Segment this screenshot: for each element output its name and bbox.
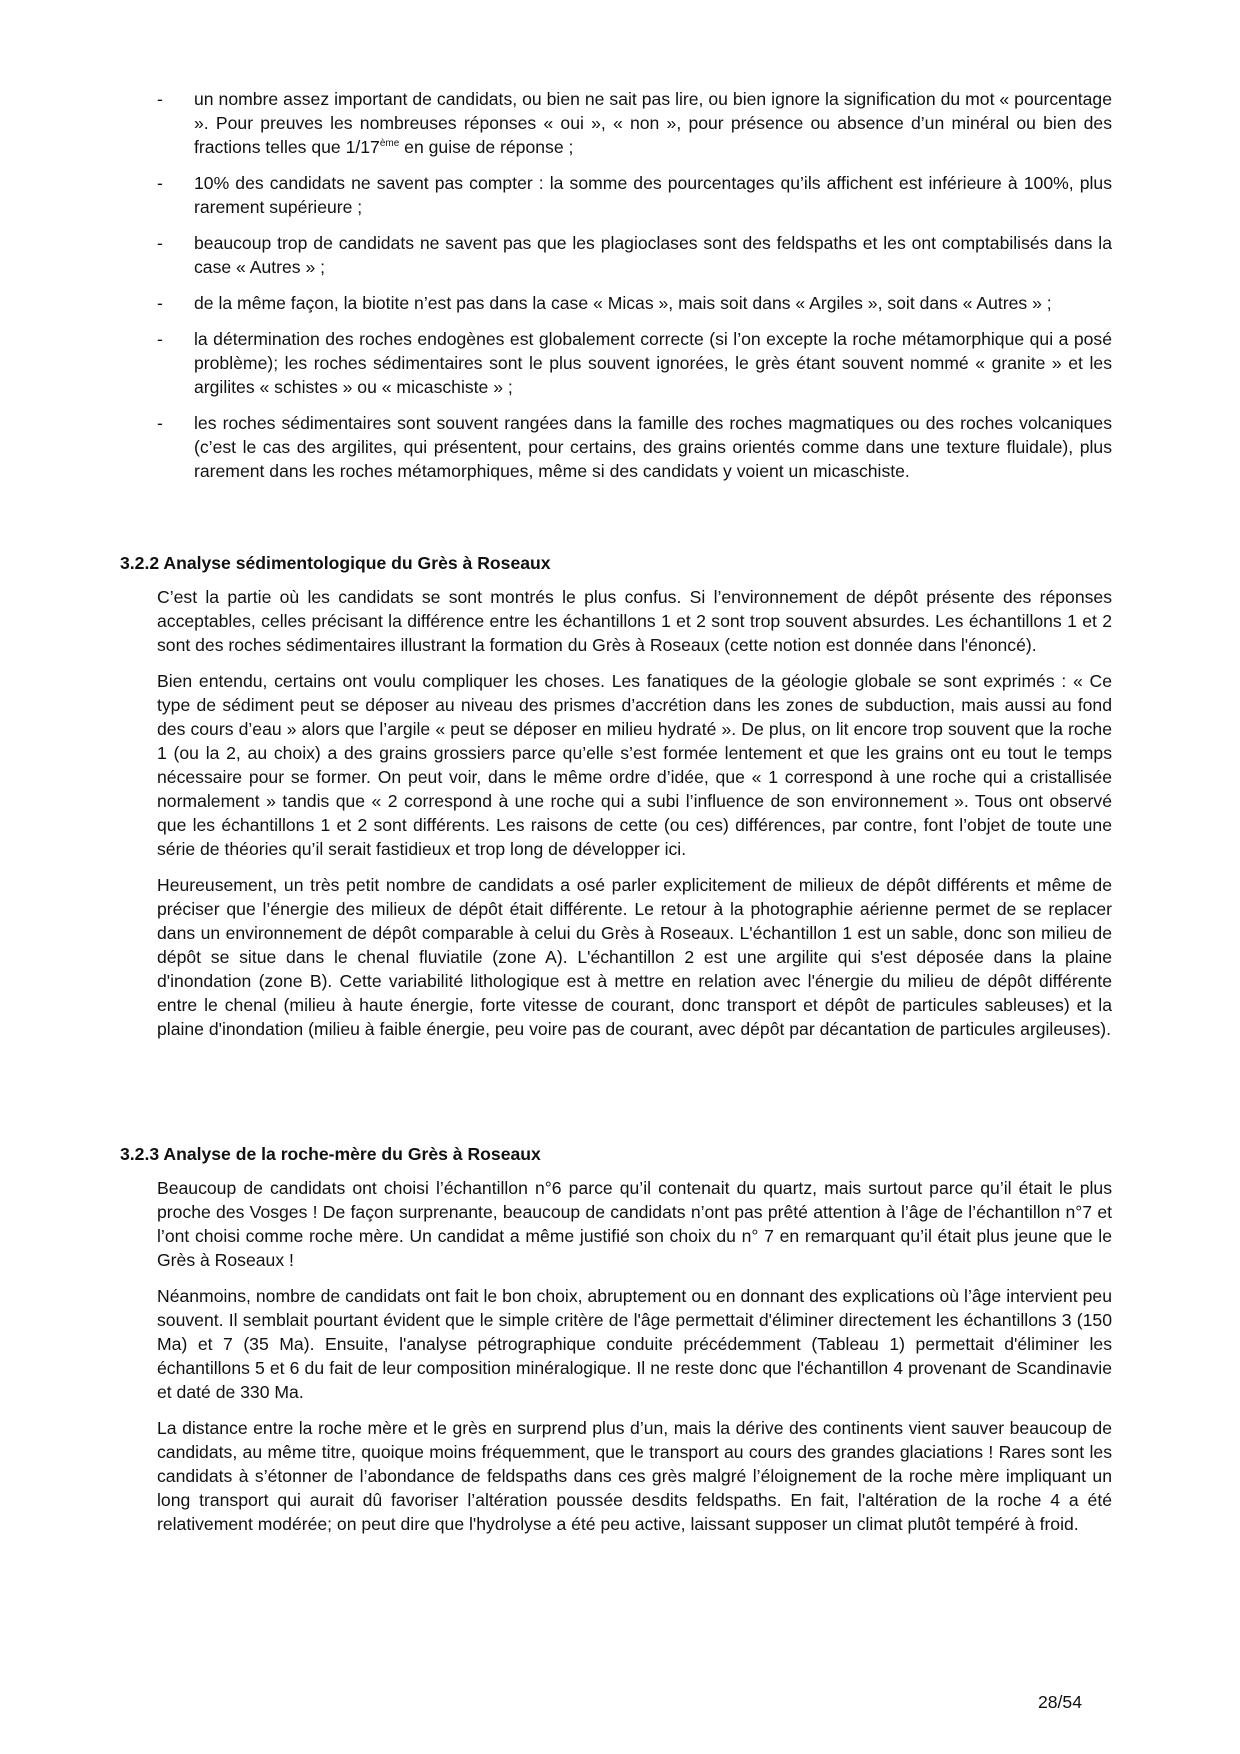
- list-item-text: un nombre assez important de candidats, ou bien ne sait pas lire, ou bien ignore la signification du mot « pourcentage ». Pour preuves les nombreuses réponses « oui », « non », pour présence ou absence d’un minéral ou bien des fractions telles que 1/17: [194, 89, 1112, 157]
- paragraph: La distance entre la roche mère et le grès en surprend plus d’un, mais la dérive des continents vient sauver beaucoup de candidats, au même titre, quoique moins fréquemment, que le transport au cours des grandes glaciations ! Rares sont les candidats à s’étonner de l’abondance de feldspaths dans ces grès malgré l’éloignement de la roche mère impliquant un long transport qui aurait dû favoriser l’altération poussée desdits feldspaths. En fait, l'altération de la roche 4 a été relativement modérée; on peut dire que l'hydrolyse a été peu active, laissant supposer un climat plutôt tempéré à froid.: [157, 1418, 1112, 1534]
- paragraph: Bien entendu, certains ont voulu compliquer les choses. Les fanatiques de la géologie globale se sont exprimés : « Ce type de sédiment peut se déposer au niveau des prismes d’accrétion dans les zones de subduction, mais aussi au fond des cours d’eau » alors que l’argile « peut se déposer en milieu hydraté ». De plus, on lit encore trop souvent que la roche 1 (ou la 2, au choix) a des grains grossiers parce qu’elle s’est formée lentement et que les grains ont eu tout le temps nécessaire pour se former. On peut voir, dans le même ordre d’idée, que « 1 correspond à une roche qui a cristallisée normalement » tandis que « 2 correspond à une roche qui a subi l’influence de son environnement ». Tous ont observé que les échantillons 1 et 2 sont différents. Les raisons de cette (ou ces) différences, par contre, font l’objet de toute une série de théories qu’il serait fastidieux et trop long de développer ici.: [157, 671, 1112, 859]
- paragraph: C’est la partie où les candidats se sont montrés le plus confus. Si l’environnement de dépôt présente des réponses acceptables, celles précisant la différence entre les échantillons 1 et 2 sont trop souvent absurdes. Les échantillons 1 et 2 sont des roches sédimentaires illustrant la formation du Grès à Roseaux (cette notion est donnée dans l'énoncé).: [157, 587, 1112, 655]
- section-heading: 3.2.2 Analyse sédimentologique du Grès à Roseaux: [120, 553, 551, 573]
- list-item: [157, 411, 1112, 483]
- list-item-text: beaucoup trop de candidats ne savent pas que les plagioclases sont des feldspaths et les ont comptabilisés dans la case « Autres » ;: [194, 233, 1112, 277]
- remarks-list: [157, 87, 1112, 495]
- superscript: ème: [379, 138, 400, 149]
- list-item-text: la détermination des roches endogènes est globalement correcte (si l’on excepte la roche métamorphique qui a posé problème); les roches sédimentaires sont le plus souvent ignorées, le grès étant souvent nommé « granite » et les argilites « schistes » ou « micaschiste » ;: [194, 329, 1112, 397]
- section-sedimentology: [120, 551, 1112, 1053]
- list-dash: -: [157, 293, 163, 313]
- paragraph: Beaucoup de candidats ont choisi l’échantillon n°6 parce qu’il contenait du quartz, mais surtout parce qu’il était le plus proche des Vosges ! De façon surprenante, beaucoup de candidats n’ont pas prêté attention à l’âge de l’échantillon n°7 et l’ont choisi comme roche mère. Un candidat a même justifié son choix du n° 7 en remarquant qu’il était plus jeune que le Grès à Roseaux !: [157, 1178, 1112, 1270]
- list-dash: -: [157, 233, 163, 253]
- section-heading: 3.2.3 Analyse de la roche-mère du Grès à Roseaux: [120, 1144, 541, 1164]
- list-item: [157, 231, 1112, 279]
- section-parent-rock: [120, 1142, 1112, 1548]
- list-dash: -: [157, 329, 163, 349]
- list-item: [157, 327, 1112, 399]
- list-dash: -: [157, 413, 163, 433]
- list-dash: -: [157, 89, 163, 109]
- list-item-text: 10% des candidats ne savent pas compter : la somme des pourcentages qu’ils affichent est inférieure à 100%, plus rarement supérieure ;: [194, 173, 1112, 217]
- page-number: 28/54: [1037, 1692, 1082, 1712]
- list-dash: -: [157, 173, 163, 193]
- paragraph: Heureusement, un très petit nombre de candidats a osé parler explicitement de milieux de dépôt différents et même de préciser que l’énergie des milieux de dépôt était différente. Le retour à la photographie aérienne permet de se replacer dans un environnement de dépôt comparable à celui du Grès à Roseaux. L'échantillon 1 est un sable, donc son milieu de dépôt se situe dans le chenal fluviatile (zone A). L'échantillon 2 est une argilite qui s'est déposée dans la plaine d'inondation (zone B). Cette variabilité lithologique est à mettre en relation avec l'énergie du milieu de dépôt différente entre le chenal (milieu à haute énergie, forte vitesse de courant, donc transport et dépôt de particules sableuses) et la plaine d'inondation (milieu à faible énergie, peu voire pas de courant, avec dépôt par décantation de particules argileuses).: [157, 875, 1112, 1039]
- list-item: [157, 87, 1112, 159]
- list-item-text: en guise de réponse ;: [399, 137, 574, 157]
- list-item: [157, 171, 1112, 219]
- list-item-text: de la même façon, la biotite n’est pas dans la case « Micas », mais soit dans « Argiles », soit dans « Autres » ;: [194, 293, 1052, 313]
- paragraph: Néanmoins, nombre de candidats ont fait le bon choix, abruptement ou en donnant des explications où l’âge intervient peu souvent. Il semblait pourtant évident que le simple critère de l'âge permettait d'éliminer directement les échantillons 3 (150 Ma) et 7 (35 Ma). Ensuite, l'analyse pétrographique conduite précédemment (Tableau 1) permettait d'éliminer les échantillons 5 et 6 du fait de leur composition minéralogique. Il ne reste donc que l'échantillon 4 provenant de Scandinavie et daté de 330 Ma.: [157, 1286, 1112, 1402]
- list-item: [157, 291, 1112, 315]
- list-item-text: les roches sédimentaires sont souvent rangées dans la famille des roches magmatiques ou des roches volcaniques (c’est le cas des argilites, qui présentent, pour certains, des grains orientés comme dans une texture fluidale), plus rarement dans les roches métamorphiques, même si des candidats y voient un micaschiste.: [194, 413, 1112, 481]
